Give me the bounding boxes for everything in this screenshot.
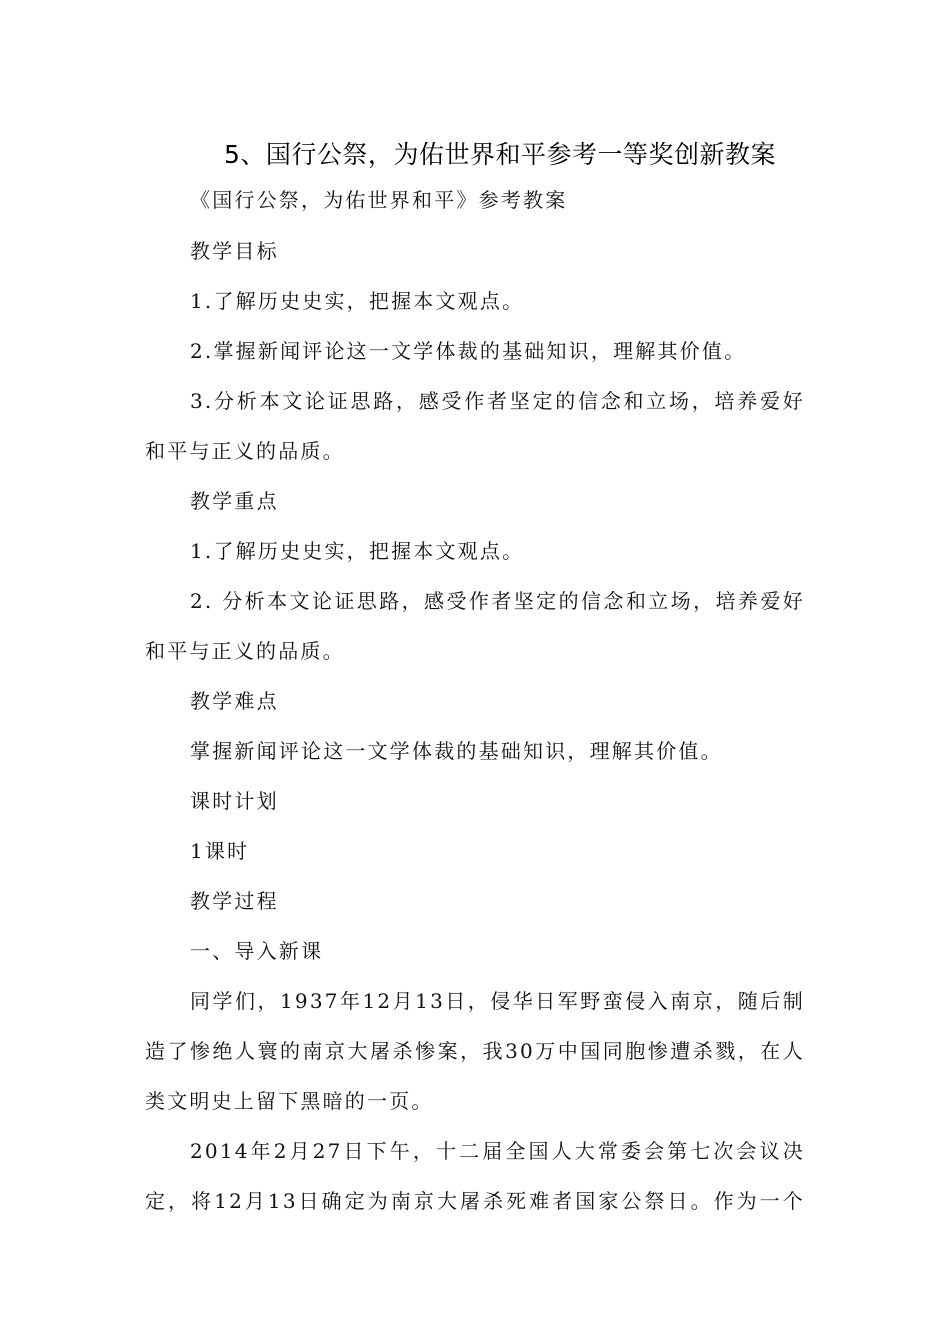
objective-item-3: 3.分析本文论证思路，感受作者坚定的信念和立场，培养爱好 [190, 389, 805, 413]
paragraph-2-line-2: 定，将12月13日确定为南京大屠杀死难者国家公祭日。作为一个 [145, 1189, 805, 1213]
objective-item-1: 1.了解历史史实，把握本文观点。 [190, 289, 525, 313]
objective-item-3-cont: 和平与正义的品质。 [145, 439, 345, 463]
paragraph-1-line-3: 类文明史上留下黑暗的一页。 [145, 1089, 434, 1113]
section-heading-schedule: 课时计划 [190, 789, 279, 813]
paragraph-1-line-2: 造了惨绝人寰的南京大屠杀惨案，我30万中国同胞惨遭杀戮，在人 [145, 1039, 805, 1063]
section-heading-key-points: 教学重点 [190, 489, 279, 513]
paragraph-1-line-1: 同学们，1937年12月13日，侵华日军野蛮侵入南京，随后制 [190, 989, 805, 1013]
subtitle-line: 《国行公祭，为佑世界和平》参考教案 [190, 188, 568, 212]
section-heading-objectives: 教学目标 [190, 239, 279, 263]
section-heading-difficulties: 教学难点 [190, 689, 279, 713]
key-point-item-2-cont: 和平与正义的品质。 [145, 639, 345, 663]
objective-item-2: 2.掌握新闻评论这一文学体裁的基础知识，理解其价值。 [190, 339, 747, 363]
section-heading-process: 教学过程 [190, 889, 279, 913]
difficulty-item: 掌握新闻评论这一文学体裁的基础知识，理解其价值。 [190, 739, 723, 763]
process-step-heading: 一、导入新课 [190, 939, 324, 963]
key-point-item-1: 1.了解历史史实，把握本文观点。 [190, 539, 525, 563]
key-point-item-2: 2. 分析本文论证思路，感受作者坚定的信念和立场，培养爱好 [190, 589, 805, 613]
document-title: 5、国行公祭，为佑世界和平参考一等奖创新教案 [224, 140, 776, 169]
paragraph-2-line-1: 2014年2月27日下午，十二届全国人大常委会第七次会议决 [190, 1139, 805, 1163]
schedule-value: 1课时 [190, 839, 250, 863]
